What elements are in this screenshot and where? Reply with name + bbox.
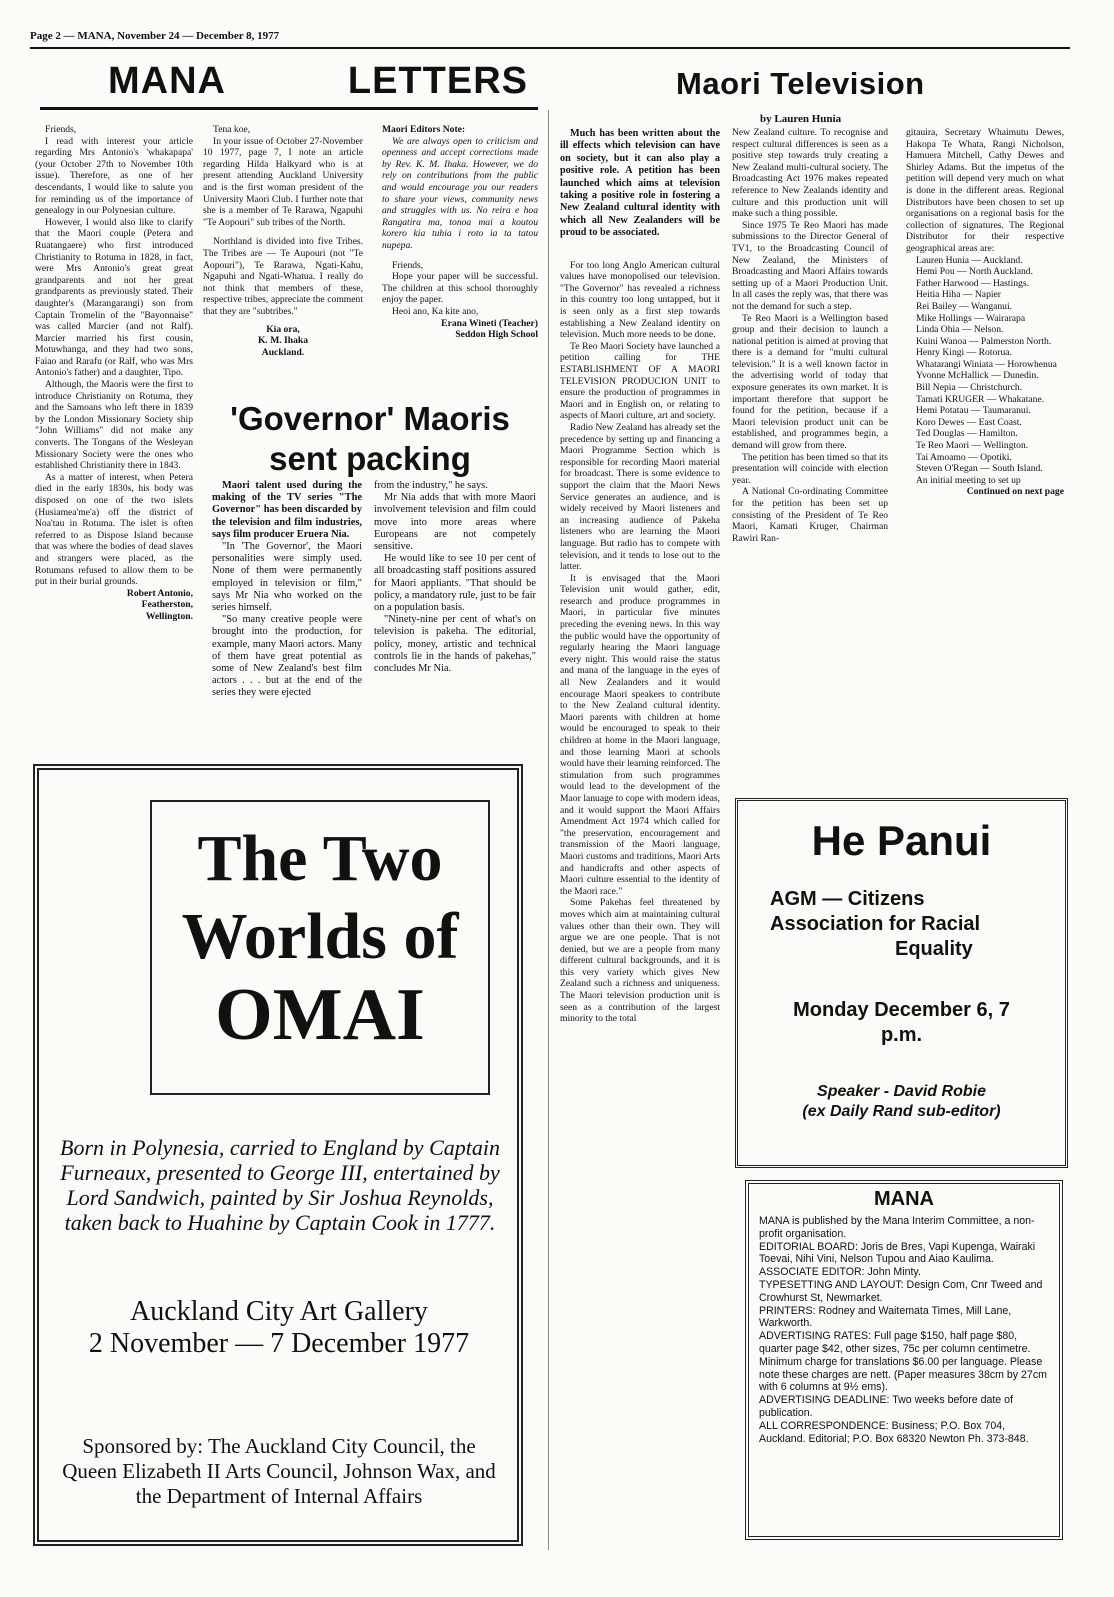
article-paragraph: "Ninety-nine per cent of what's on television is pakeha. The editorial, policy, money, artistic and technical controls lie in the hands of pakehas," concludes Mr Nia. (374, 614, 536, 675)
letters-heading (108, 60, 528, 103)
article-paragraph: from the industry," he says. (374, 480, 488, 491)
panui-agm (738, 887, 1065, 962)
column-divider (548, 110, 549, 1550)
distributor-entry: Tai Amoamo — Opotiki. (916, 451, 1012, 463)
imprint-line: EDITORIAL BOARD: Joris de Bres, Vapi Kupenga, Wairaki Toevai, Nihi Vini, Nelson Tupou and Aiao Kaulima. (759, 1240, 1036, 1266)
imprint-line: ALL CORRESPONDENCE: Business; P.O. Box 704, Auckland. Editorial; P.O. Box 68320 Newton Ph. 373-848. (759, 1419, 1029, 1445)
governor-lead: Maori talent used during the making of the TV series "The Governor" has been discarded by the television and film industries, says film producer Eruera Nia. (212, 480, 362, 540)
letter-salutation: Tena koe, (213, 124, 251, 135)
letter-signature: Featherston, (141, 599, 193, 611)
distributor-entry: Te Reo Maori — Wellington. (916, 440, 1029, 452)
governor-headline-1: 'Governor' Maoris (230, 400, 510, 437)
letter-signature: Auckland. (261, 346, 305, 358)
panui-date-line: p.m. (880, 1024, 923, 1046)
maoritv-col-3 (906, 127, 1064, 498)
mana-imprint-title: MANA (874, 1188, 934, 1210)
maoritv-byline: by Lauren Hunia (760, 113, 842, 125)
letter-signature: Erana Wineti (Teacher) (441, 317, 538, 329)
omai-title-frame (150, 800, 490, 1095)
article-paragraph: Radio New Zealand has already set the precedence by setting up and financing a Maori Programme Section which is responsible for recording Maori material for broadcast. There is some evidence to support the claim that the Maori News Service generates an audience, and is widely received by Maori listeners and an increasing audience of Pakeha listeners who are learning the Maori language. But radio has to compete with television, and it tends to lose out to the latter. (560, 421, 720, 573)
letter-paragraph: As a matter of interest, when Petera died in the early 1830s, his body was disposed on one of the two islets (Husiamea'me'a) off the district of Noa'tau in Rotuma. The islet is often referred to as Dispose Island because that was where the bodies of dead slaves and strangers were placed, as the Rotumans refused to allow them to be put in their burial grounds. (35, 471, 193, 588)
distributor-entry: Whatarangi Winiata — Horowhenua (916, 358, 1057, 370)
article-paragraph: Some Pakehas feel threatened by moves which aim at maintaining cultural values other than their own. They will argue we are one people. That is not denied, but we are a people from many different cultural backgrounds, and it is this very variety which gives New Zealand such a richness and uniqueness. The Maori television production unit is seen as a contribution of the largest minority to the total (560, 897, 720, 1025)
distributor-entry: Tamati KRUGER — Whakatane. (916, 393, 1045, 405)
imprint-line: PRINTERS: Rodney and Waitemata Times, Mill Lane, Warkworth. (759, 1304, 1012, 1330)
editors-note-body: We are always open to criticism and openness and accept corrections made by Rev. K. M. Ihaka. However, we do rely on contributions from the public and would encourage you our readers to share your views, community news and struggles with us. No reira e hoa Rangatira ma, tonoa mai a koutou korero kia tuhia i roto ia ta tatou nupepa. (382, 135, 538, 251)
panui-date-line: Monday December 6, 7 (793, 999, 1010, 1021)
letter-paragraph: Northland is divided into five Tribes. The Tribes are — Te Aupouri (not "Te Aopouri"), Te Rarawa, Ngati-Kahu, Ngapuhi and Ngati-Whatua. I really do not think that members of these, respective tribes, appreciate the comment that they are "subtribes." (203, 236, 363, 317)
letter-paragraph: However, I would also like to clarify that the Maori couple (Petera and Ruatangaere) who first introduced Christianity to Rotuma in 1828, in fact, were Mrs Antonio's great great grandparents and not her great grandparents as previously stated. Their daughter's (Marangarangi) son from Captain Tromelin of the "Bayonnaise" was called Marcier (and not Ralf). Marcier married his first cousin, Motuwhanga, and they had two sons, Faiao and Rarafu (or Ralf, who was Mrs Antonio's father) and a daughter, Tipo. (35, 216, 193, 379)
panui-agm-line: AGM — Citizens (770, 888, 925, 910)
panui-agm-line: Association for Racial (770, 913, 981, 935)
distributor-entry: Koro Dewes — East Coast. (916, 416, 1022, 428)
omai-title-line: OMAI (215, 974, 425, 1056)
article-paragraph: New Zealand culture. To recognise and respect cultural differences is seen as a positive step towards truly creating a New Zealand multi-cultural society. The Broadcasting Act 1976 makes repeated reference to New Zealands identity and culture and this production unit will make such a thing possible. (732, 127, 888, 220)
governor-headline-2: sent packing (269, 440, 471, 477)
distributor-entry: Heitia Hiha — Napier (916, 289, 1001, 301)
article-paragraph: "In 'The Governor', the Maori personalities were simply used. None of them were permanently employed in television or film," says Mr Nia who worked on the series himself. (212, 541, 362, 614)
article-paragraph: He would like to see 10 per cent of all broadcasting staff positions assured for Maori appliants. "That should be policy, a mandatory rule, just to be fair on a population basis. (374, 553, 536, 614)
distributor-entry: Kuini Wanoa — Palmerston North. (916, 335, 1052, 347)
distributor-entry: Linda Ohia — Nelson. (916, 324, 1004, 336)
letter-antonio (35, 124, 193, 623)
imprint-line: ADVERTISING DEADLINE: Two weeks before date of publication. (759, 1394, 1013, 1419)
omai-sponsors: Sponsored by: The Auckland City Council, the Queen Elizabeth II Arts Council, Johnson Wax, and the Department of Internal Affairs (62, 1434, 496, 1508)
article-paragraph: A National Co-ordinating Committee for the petition has been set up consisting of the President of Te Reo Maori, Kamati Kruger, Chairman Rawiri Ran- (732, 486, 888, 544)
letter-paragraph: In your issue of October 27-November 10 1977, page 7, I note an article regarding Hilda Halkyard who is at present attending Auckland University and is the first woman president of the University Maori Club. I further note that she is a member of Te Rarawa, Ngapuhi "Te Aopouri" sub tribes of the North. (203, 135, 363, 228)
panui-title: He Panui (811, 817, 992, 864)
letters-heading-mana: MANA (108, 60, 226, 102)
panui-speaker-line: (ex Daily Rand sub-editor) (802, 1103, 1001, 1120)
letter-salutation: Friends, (45, 124, 77, 135)
article-paragraph: It is envisaged that the Maori Television unit would gather, edit, research and produce programmes in Maori, in particular five minutes preceding the evening news. In this way the public would have the opportunity of regularly hearing the Maori language every night. This would raise the status and mana of the language in the eyes of all New Zealanders and it would encourage Maori speakers to contribute to the New Zealand cultural identity. Maori parents with children at home would be encouraged to speak to their children at home in the Maori language, and those learning Maori at schools would have their learning reinforced. The stimulation from such programmes would lead to the development of the Maor lanuage to cope with modern ideas, and it would support the Maori Affairs Amendment Act 1974 which called for "the preservation, encouragement and transmission of the Maori language, Maori customs and traditions, Maori Arts and handicrafts and other aspects of Maori culture essential to the identity of the Maori race." (560, 572, 720, 897)
imprint-line: ADVERTISING RATES: Full page $150, half page $80, quarter page $42, other sizes, 75c per column centimetre. Minimum charge for translations $6.00 per language. Please note these charges are nett. (Paper measures 38cm by 27cm with 6 columns at 9½ ems). (759, 1330, 1047, 1394)
panui-notice (735, 798, 1068, 1168)
distributor-entry: Bill Nepia — Christchurch. (916, 382, 1023, 394)
article-paragraph: The petition has been timed so that its presentation will coincide with election year. (732, 451, 888, 486)
omai-description: Born in Polynesia, carried to England by Captain Furneaux, presented to George III, entertained by Lord Sandwich, painted by Sir Joshua Reynolds, taken back to Huahine by Captain Cook in 1777. (60, 1135, 500, 1235)
article-paragraph: For too long Anglo American cultural values have monopolised our television. "The Governor" has revealed a richness in this country too long untapped, but it is seen only as a first step towards establishing a New Zealand identity on television. Much more needs to be done. (560, 259, 720, 341)
distributor-entry: Rei Bailey — Wanganui. (916, 300, 1013, 312)
distributor-entry: Steven O'Regan — South Island. (916, 463, 1043, 475)
letter-paragraph: I read with interest your article regarding Mrs Antonio's 'whakapapa' (your October 27th to November 10th issue). Therefore, as one of her descendants, I would like to salute you for reminding us of the importance of genealogy in our Polynesian culture. (35, 135, 193, 217)
distributor-entry: Hemi Pou — North Auckland. (916, 266, 1033, 278)
governor-col-2 (374, 480, 536, 675)
article-paragraph: An initial meeting to set up (916, 474, 1021, 486)
letter-signature: Wellington. (145, 610, 193, 622)
maoritv-lead: Much has been written about the ill effects which television can have on society, but it can also play a positive role. A petition has been launched which aims at television taking a positive role in fostering a New Zealand cultural identity with which all New Zealanders will be proud to be associated. (560, 128, 720, 239)
letter-signature: K. M. Ihaka (257, 335, 309, 347)
article-paragraph: Te Reo Maori Society have launched a petition calling for THE ESTABLISHMENT OF A MAORI TELEVISION PRODUCION UNIT to ensure the production of programmes in Maori and in English on, or relating to aspects of Maori culture, art and society. (560, 340, 720, 422)
distributor-entry: Mike Hollings — Wairarapa (916, 312, 1026, 324)
distributor-entry: Yvonne McHallick — Dunedin. (916, 370, 1039, 382)
omai-title-line: Worlds of (181, 900, 459, 973)
panui-speaker-line: Speaker - David Robie (817, 1083, 986, 1100)
letter-signature: Kia ora, (266, 323, 300, 335)
governor-col-1 (212, 480, 362, 700)
letter-signature: Robert Antonio, (126, 587, 193, 599)
imprint-line: MANA is published by the Mana Interim Committee, a non-profit organisation. (759, 1215, 1035, 1240)
letter-paragraph: Although, the Maoris were the first to introduce Christianity on Rotuma, they and the Samoans who left there in 1839 by the London Missionary Society ship "John Williams" did not make any converts. The Tongans of the Wesleyan Missionary Society were the ones who established Christianity there in 1843. (35, 379, 193, 472)
article-paragraph: Since 1975 Te Reo Maori has made submissions to the Director General of TV1, to the Broadcasting Council of New Zealand, the Ministers of Broadcasting and Maori Affairs towards setting up of a Maori Production Unit. In all cases the reply was, that there was not the demand for such a step. (732, 219, 888, 312)
letter-signature: Seddon High School (455, 329, 538, 341)
panui-date (738, 998, 1065, 1048)
letter-paragraph: Heoi ano, Ka kite ano, (392, 305, 479, 317)
omai-gallery (40, 1296, 518, 1360)
omai-gallery-line: Auckland City Art Gallery (130, 1296, 428, 1327)
letter-salutation: Friends, (392, 259, 424, 271)
imprint-line: TYPESETTING AND LAYOUT: Design Com, Cnr Tweed and Crowhurst St, Newmarket. (759, 1278, 1043, 1304)
distributor-entry: Father Harwood — Hastings. (916, 277, 1029, 289)
letter-ihaka (203, 124, 363, 358)
mana-imprint-body (749, 1211, 1059, 1445)
editors-note (382, 124, 538, 341)
distributor-entry: Henry Kingi — Rotorua. (916, 347, 1012, 359)
imprint-line: ASSOCIATE EDITOR: John Minty. (759, 1266, 921, 1279)
letters-heading-letters: LETTERS (347, 60, 528, 102)
maoritv-col-1 (560, 128, 720, 1025)
distributor-entry: Hemi Potatau — Taumaranui. (916, 405, 1031, 417)
maoritv-heading: Maori Television (676, 66, 925, 101)
article-paragraph: Te Reo Maori is a Wellington based group and their decision to launch a national petition is aimed at proving that there is a demand for "multi cultural television." It is a well known factor in the advertising world of today that exposure generates its own market. It is important therefore that support be found for the petition, because if a Maori television product unit can be established, and programmes begin, a demand will grow from there. (732, 312, 888, 452)
letters-rule (40, 107, 538, 110)
article-paragraph: "So many creative people were brought into the production, for example, many Maori actors. Many of them have great potential as some of New Zealand's best film actors . . . but at the end of the series they were ejected (212, 614, 362, 699)
mana-imprint (745, 1180, 1063, 1540)
distributor-entry: Lauren Hunia — Auckland. (916, 254, 1023, 266)
panui-agm-line: Equality (895, 938, 973, 960)
distributor-entry: Ted Douglas — Hamilton. (916, 428, 1018, 440)
editors-note-heading: Maori Editors Note: (382, 124, 466, 135)
continued-note: Continued on next page (966, 486, 1064, 498)
letter-paragraph: Hope your paper will be successful. The children at this school thoroughly enjoy the paper. (382, 271, 538, 306)
article-paragraph: gitauira, Secretary Whaimutu Dewes, Hakopa Te Whata, Rangi Nicholson, Hamuera Mitchell, Cathy Dewes and Shirley Adams. But the impetus of the petition will depend very much on what is done in the different areas. Regional Distributors have been chosen to set up organisations on a regional basis for the collection of signatures. The Regional Distributor for their respective geographical areas are: (906, 127, 1064, 254)
page-folio: Page 2 — MANA, November 24 — December 8, 1977 (30, 30, 280, 42)
article-paragraph: Mr Nia adds that with more Maori involvement television and film could move into more areas where Europeans are not competely sensitive. (374, 492, 536, 553)
omai-gallery-line: 2 November — 7 December 1977 (88, 1328, 470, 1359)
panui-speaker (738, 1082, 1065, 1122)
omai-title-line: The Two (197, 822, 443, 895)
maoritv-col-2 (732, 127, 888, 544)
folio-rule (30, 47, 1070, 49)
